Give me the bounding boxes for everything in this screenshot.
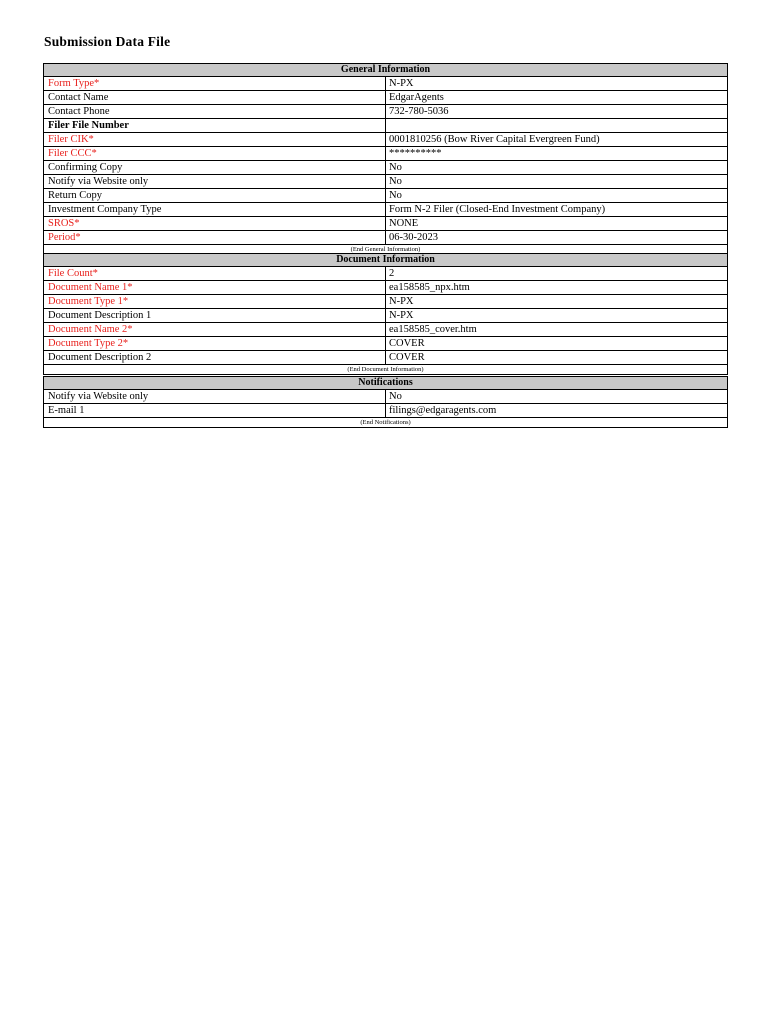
field-value xyxy=(386,119,727,132)
field-label: Notify via Website only xyxy=(44,175,386,188)
field-value: NONE xyxy=(389,218,419,229)
field-label: Document Name 2* xyxy=(44,323,386,336)
field-label: SROS* xyxy=(44,217,386,230)
section-header: General Information xyxy=(44,64,727,77)
field-value: N-PX xyxy=(389,310,414,321)
field-value: COVER xyxy=(389,338,425,349)
table-row xyxy=(44,119,727,133)
field-label: Filer CCC* xyxy=(44,147,386,160)
field-value: N-PX xyxy=(389,296,414,307)
section-end-note: (End General Information) xyxy=(350,246,421,253)
table-row xyxy=(44,91,727,105)
field-label: Investment Company Type xyxy=(44,203,386,216)
table-row xyxy=(44,189,727,203)
section-header: Document Information xyxy=(44,254,727,267)
document-information-section xyxy=(43,253,728,375)
field-value: Form N-2 Filer (Closed-End Investment Company) xyxy=(389,204,606,215)
field-label: Return Copy xyxy=(44,189,386,202)
general-information-section xyxy=(43,63,728,255)
section-header: Notifications xyxy=(44,377,727,390)
field-label: Document Description 2 xyxy=(44,351,386,364)
field-label: Contact Name xyxy=(44,91,386,104)
table-row xyxy=(44,175,727,189)
field-label: File Count* xyxy=(44,267,386,280)
field-label: Document Name 1* xyxy=(44,281,386,294)
email-value: filings@edgaragents.com xyxy=(389,405,497,416)
table-row xyxy=(44,231,727,245)
notifications-section xyxy=(43,376,728,428)
table-row xyxy=(44,161,727,175)
section-end-note: (End Document Information) xyxy=(347,366,424,373)
field-label: E-mail 1 xyxy=(44,404,386,417)
field-label: Contact Phone xyxy=(44,105,386,118)
table-row xyxy=(44,203,727,217)
table-row xyxy=(44,77,727,91)
table-row xyxy=(44,105,727,119)
field-value: No xyxy=(389,176,402,187)
table-row xyxy=(44,404,727,418)
field-value: 06-30-2023 xyxy=(389,232,438,243)
field-value: 2 xyxy=(389,268,395,279)
table-row xyxy=(44,337,727,351)
field-value: No xyxy=(389,190,402,201)
table-row xyxy=(44,390,727,404)
table-row xyxy=(44,217,727,231)
table-row xyxy=(44,267,727,281)
field-value: COVER xyxy=(389,352,425,363)
field-label: Notify via Website only xyxy=(44,390,386,403)
field-label: Document Type 2* xyxy=(44,337,386,350)
table-row xyxy=(44,147,727,161)
table-row xyxy=(44,309,727,323)
field-label: Document Type 1* xyxy=(44,295,386,308)
field-value: EdgarAgents xyxy=(389,92,444,103)
table-row xyxy=(44,133,727,147)
field-value: No xyxy=(389,391,402,402)
field-value: ea158585_npx.htm xyxy=(389,282,470,293)
table-row xyxy=(44,351,727,365)
field-label: Filer CIK* xyxy=(44,133,386,146)
page-title: Submission Data File xyxy=(44,34,171,49)
field-value: ea158585_cover.htm xyxy=(389,324,477,335)
field-label: Form Type* xyxy=(44,77,386,90)
table-row xyxy=(44,281,727,295)
field-value: No xyxy=(389,162,402,173)
table-row xyxy=(44,295,727,309)
field-value: 0001810256 (Bow River Capital Evergreen Fund) xyxy=(389,134,600,145)
field-label: Period* xyxy=(44,231,386,244)
field-value: 732-780-5036 xyxy=(389,106,449,117)
field-label: Confirming Copy xyxy=(44,161,386,174)
field-label: Document Description 1 xyxy=(44,309,386,322)
section-end-note: (End Notifications) xyxy=(360,419,411,426)
field-value: ********** xyxy=(389,148,442,159)
field-label: Filer File Number xyxy=(44,119,386,132)
field-value: N-PX xyxy=(389,78,414,89)
table-row xyxy=(44,323,727,337)
